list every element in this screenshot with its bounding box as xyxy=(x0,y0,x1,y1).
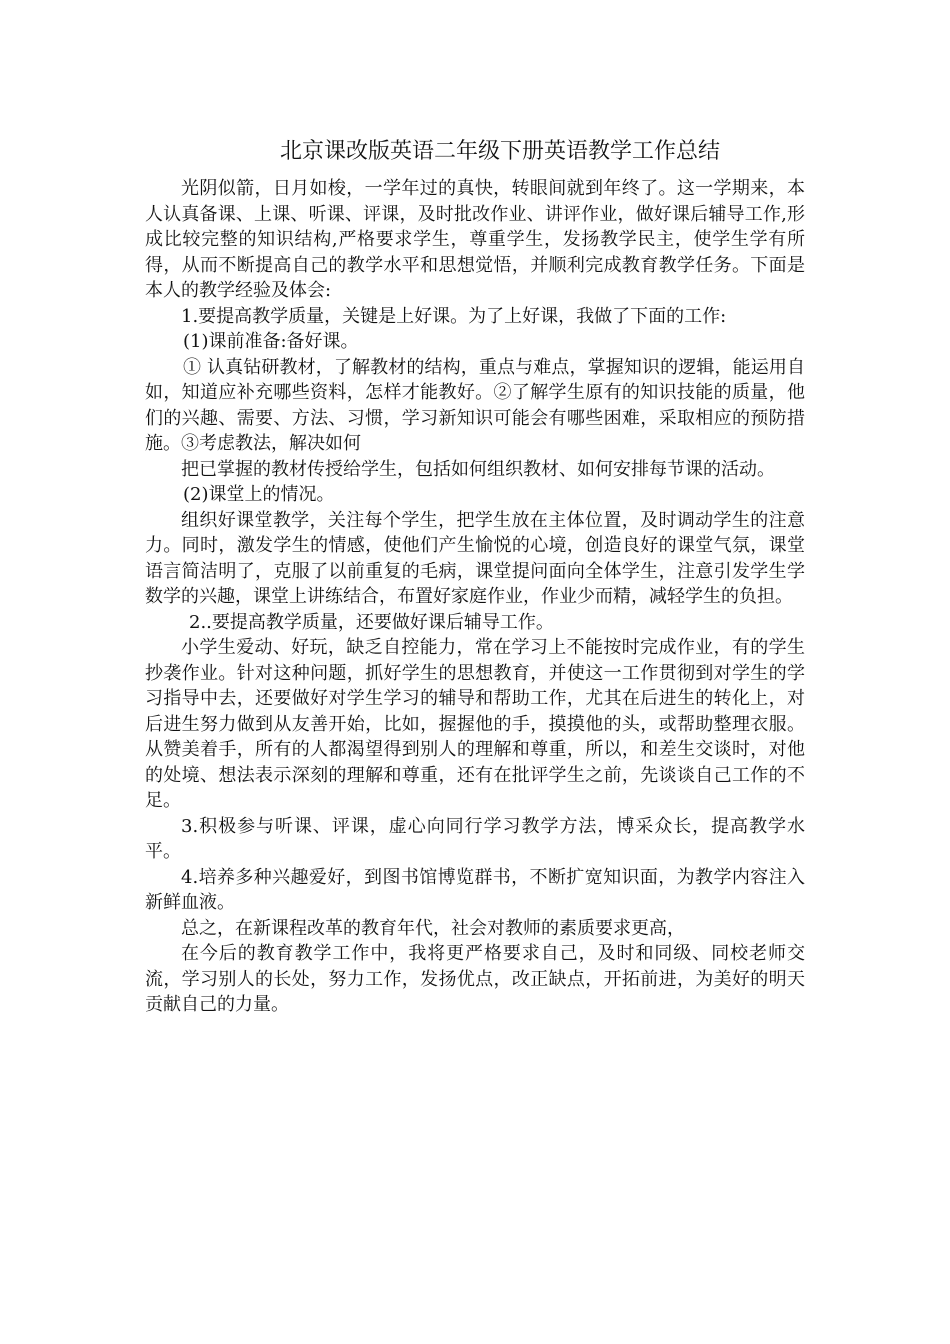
paragraph-sub-1: (1)课前准备:备好课。 xyxy=(183,331,359,352)
paragraph-prep-continued: 把已掌握的教材传授给学生，包括如何组织教材、如何安排每节课的活动。 xyxy=(181,458,775,480)
paragraph-closing: 在今后的教育教学工作中，我将更严格要求自己，及时和同级、同校老师交流，学习别人的长处，努力工作，发扬优点，改正缺点，开拓前进，为美好的明天贡献自己的力量。 xyxy=(145,943,805,1015)
paragraph-point-2: 2..要提高教学质量，还要做好课后辅导工作。 xyxy=(189,611,554,633)
document-body xyxy=(145,176,805,1018)
paragraph-tutoring: 小学生爱动、好玩，缺乏自控能力，常在学习上不能按时完成作业，有的学生抄袭作业。针对这种问题，抓好学生的思想教育，并使这一工作贯彻到对学生的学习指导中去，还要做好对学生学习的辅导和帮助工作，尤其在后进生的转化上，对后进生努力做到从友善开始，比如，握握他的手，摸摸他的头，或帮助整理衣服。从赞美着手，所有的人都渴望得到别人的理解和尊重，所以，和差生交谈时，对他的处境、想法表示深刻的理解和尊重，还有在批评学生之前，先谈谈自己工作的不足。 xyxy=(145,637,805,811)
paragraph-sub-2: (2)课堂上的情况。 xyxy=(183,484,335,505)
paragraph-point-4: 4.培养多种兴趣爱好，到图书馆博览群书，不断扩宽知识面，为教学内容注入新鲜血液。 xyxy=(145,866,805,913)
document-title: 北京课改版英语二年级下册英语教学工作总结 xyxy=(279,139,720,164)
paragraph-prep-detail: ① 认真钻研教材，了解教材的结构，重点与难点，掌握知识的逻辑，能运用自如，知道应补充哪些资料，怎样才能教好。②了解学生原有的知识技能的质量，他们的兴趣、需要、方法、习惯，学习新知识可能会有哪些困难，采取相应的预防措施。③考虑教法，解决如何 xyxy=(145,356,805,454)
paragraph-point-3: 3.积极参与听课、评课，虚心向同行学习教学方法，博采众长，提高教学水平。 xyxy=(145,815,805,862)
paragraph-intro: 光阴似箭，日月如梭，一学年过的真快，转眼间就到年终了。这一学期来，本人认真备课、上课、听课、评课，及时批改作业、讲评作业，做好课后辅导工作,形成比较完整的知识结构,严格要求学生，尊重学生，发扬教学民主，使学生学有所得，从而不断提高自己的教学水平和思想觉悟，并顺利完成教育教学任务。下面是本人的教学经验及体会: xyxy=(145,178,805,301)
paragraph-summary: 总之，在新课程改革的教育年代，社会对教师的素质要求更高， xyxy=(181,917,685,939)
paragraph-point-1: 1.要提高教学质量，关键是上好课。为了上好课，我做了下面的工作: xyxy=(181,305,727,327)
paragraph-classroom: 组织好课堂教学，关注每个学生，把学生放在主体位置，及时调动学生的注意力。同时，激发学生的情感，使他们产生愉悦的心境，创造良好的课堂气氛，课堂语言简洁明了，克服了以前重复的毛病，课堂提问面向全体学生，注意引发学生学数学的兴趣，课堂上讲练结合，布置好家庭作业，作业少而精，减轻学生的负担。 xyxy=(145,509,805,607)
